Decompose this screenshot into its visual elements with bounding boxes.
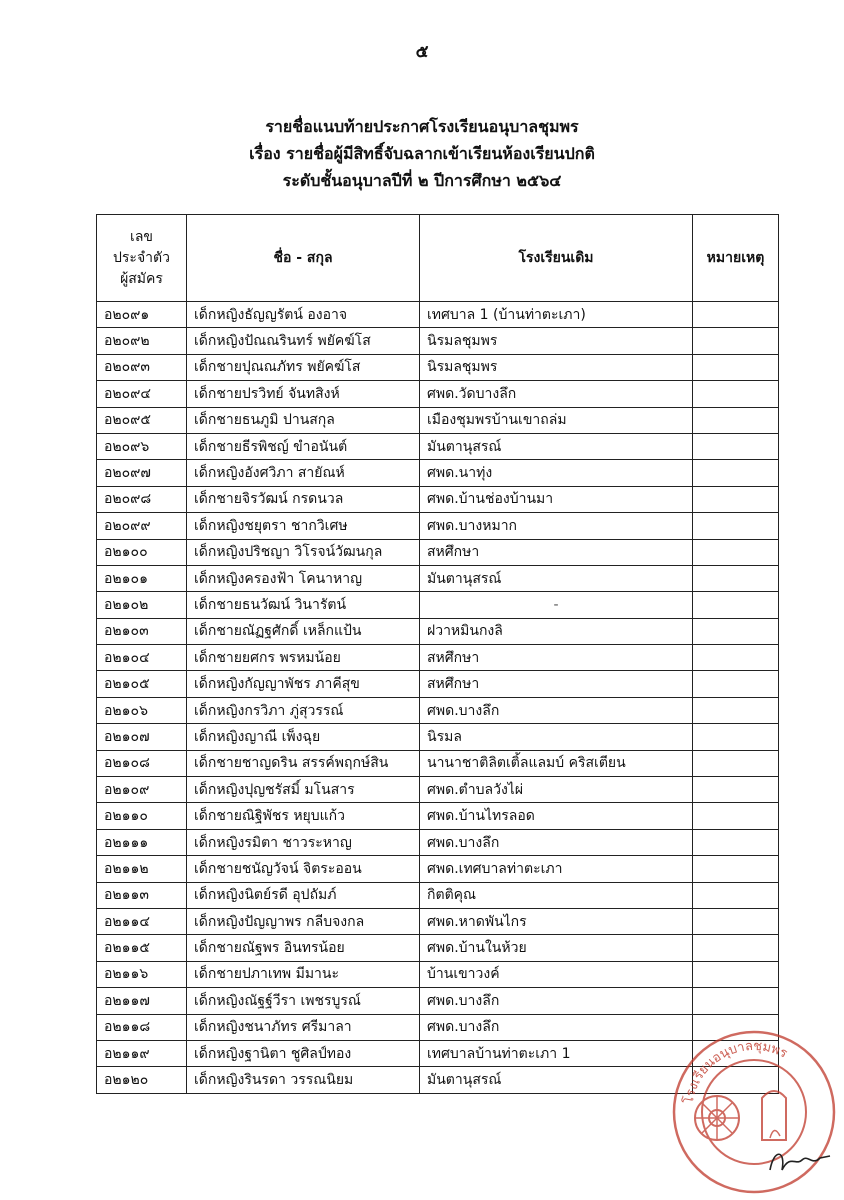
cell-name: เด็กชายธีรพิชญ์ ขำอนันต์ xyxy=(187,433,420,459)
table-row xyxy=(97,645,779,671)
cell-school: เมืองชุมพรบ้านเขาถล่ม xyxy=(420,407,693,433)
cell-name: เด็กหญิงปัณณรินทร์ พยัคฆ์โส xyxy=(187,328,420,354)
cell-remark xyxy=(693,908,779,934)
table-row xyxy=(97,407,779,433)
cell-applicant-id: อ๒๐๙๖ xyxy=(97,433,187,459)
cell-name: เด็กชายธนวัฒน์ วินารัตน์ xyxy=(187,592,420,618)
cell-remark xyxy=(693,565,779,591)
cell-remark xyxy=(693,777,779,803)
seal-text-path: โรงเรียนอนุบาลชุมพร xyxy=(681,1038,790,1105)
cell-applicant-id: อ๒๑๑๔ xyxy=(97,908,187,934)
cell-name: เด็กหญิงธัญญรัตน์ องอาจ xyxy=(187,302,420,328)
cell-name: เด็กหญิงครองฟ้า โคนาหาญ xyxy=(187,565,420,591)
table-row xyxy=(97,777,779,803)
cell-school: นิรมลชุมพร xyxy=(420,328,693,354)
cell-name: เด็กหญิงญาณี เพ็งฉุย xyxy=(187,724,420,750)
cell-remark xyxy=(693,1067,779,1093)
table-header-row xyxy=(97,215,779,302)
cell-name: เด็กชายชนัญวัจน์ จิตระออน xyxy=(187,856,420,882)
col-header-school: โรงเรียนเดิม xyxy=(420,215,693,302)
cell-applicant-id: อ๒๑๑๒ xyxy=(97,856,187,882)
table-body xyxy=(97,302,779,1094)
cell-name: เด็กหญิงปุญชรัสมิ์ มโนสาร xyxy=(187,777,420,803)
table-row xyxy=(97,1067,779,1093)
table-row xyxy=(97,671,779,697)
col-header-id-line-3: ผู้สมัคร xyxy=(120,270,163,287)
cell-applicant-id: อ๒๑๒๐ xyxy=(97,1067,187,1093)
cell-applicant-id: อ๒๑๐๘ xyxy=(97,750,187,776)
cell-applicant-id: อ๒๑๐๑ xyxy=(97,565,187,591)
cell-applicant-id: อ๒๑๐๐ xyxy=(97,539,187,565)
cell-remark xyxy=(693,592,779,618)
col-header-remark: หมายเหตุ xyxy=(693,215,779,302)
table-row xyxy=(97,433,779,459)
cell-name: เด็กชายณัฐพร อินทรน้อย xyxy=(187,935,420,961)
table-row xyxy=(97,354,779,380)
table-row xyxy=(97,460,779,486)
table-row xyxy=(97,565,779,591)
cell-applicant-id: อ๒๐๙๒ xyxy=(97,328,187,354)
col-header-id-line-2: ประจำตัว xyxy=(113,249,170,266)
cell-remark xyxy=(693,961,779,987)
table-row xyxy=(97,961,779,987)
cell-applicant-id: อ๒๑๑๑ xyxy=(97,829,187,855)
cell-applicant-id: อ๒๐๙๑ xyxy=(97,302,187,328)
header-line-2: เรื่อง รายชื่อผู้มีสิทธิ์จับฉลากเข้าเรียนห้องเรียนปกติ xyxy=(249,144,595,163)
table-row xyxy=(97,302,779,328)
table-row xyxy=(97,697,779,723)
cell-remark xyxy=(693,381,779,407)
header-line-3: ระดับชั้นอนุบาลปีที่ ๒ ปีการศึกษา ๒๕๖๔ xyxy=(282,171,562,190)
cell-name: เด็กหญิงชยุตรา ชากวิเศษ xyxy=(187,513,420,539)
table-row xyxy=(97,803,779,829)
cell-applicant-id: อ๒๑๐๓ xyxy=(97,618,187,644)
cell-school: มันตานุสรณ์ xyxy=(420,565,693,591)
cell-applicant-id: อ๒๑๐๒ xyxy=(97,592,187,618)
cell-school: สหศึกษา xyxy=(420,539,693,565)
cell-remark xyxy=(693,988,779,1014)
cell-name: เด็กชายปรวิทย์ จันทสิงห์ xyxy=(187,381,420,407)
cell-school: ศพด.หาดพันไกร xyxy=(420,908,693,934)
col-header-name: ชื่อ - สกุล xyxy=(187,215,420,302)
cell-applicant-id: อ๒๑๑๕ xyxy=(97,935,187,961)
cell-remark xyxy=(693,618,779,644)
cell-school: มันตานุสรณ์ xyxy=(420,1067,693,1093)
cell-name: เด็กหญิงณัฐฐ์วีรา เพชรบูรณ์ xyxy=(187,988,420,1014)
cell-name: เด็กหญิงกัญญาพัชร ภาคีสุข xyxy=(187,671,420,697)
cell-school: ศพด.บ้านช่องบ้านมา xyxy=(420,486,693,512)
cell-school: ศพด.บ้านในห้วย xyxy=(420,935,693,961)
cell-name: เด็กชายณิฐิพัชร หยุบแก้ว xyxy=(187,803,420,829)
cell-school: ศพด.บ้านไทรลอด xyxy=(420,803,693,829)
cell-applicant-id: อ๒๑๐๔ xyxy=(97,645,187,671)
cell-school: ศพด.บางลึก xyxy=(420,1014,693,1040)
cell-applicant-id: อ๒๑๑๗ xyxy=(97,988,187,1014)
table-row xyxy=(97,856,779,882)
cell-name: เด็กหญิงชนาภัทร ศรีมาลา xyxy=(187,1014,420,1040)
cell-school: มันตานุสรณ์ xyxy=(420,433,693,459)
cell-remark xyxy=(693,354,779,380)
cell-remark xyxy=(693,1040,779,1066)
cell-applicant-id: อ๒๑๑๘ xyxy=(97,1014,187,1040)
cell-remark xyxy=(693,407,779,433)
cell-applicant-id: อ๒๑๑๖ xyxy=(97,961,187,987)
cell-name: เด็กชายยศกร พรหมน้อย xyxy=(187,645,420,671)
cell-applicant-id: อ๒๑๐๕ xyxy=(97,671,187,697)
cell-school: เทศบาล 1 (บ้านท่าตะเภา) xyxy=(420,302,693,328)
cell-school: สหศึกษา xyxy=(420,671,693,697)
cell-applicant-id: อ๒๑๑๙ xyxy=(97,1040,187,1066)
table-row xyxy=(97,328,779,354)
signature-scribble xyxy=(770,1154,830,1170)
cell-school: เทศบาลบ้านท่าตะเภา 1 xyxy=(420,1040,693,1066)
table-row xyxy=(97,829,779,855)
cell-school: สหศึกษา xyxy=(420,645,693,671)
cell-school: ศพด.บางหมาก xyxy=(420,513,693,539)
cell-applicant-id: อ๒๐๙๓ xyxy=(97,354,187,380)
cell-remark xyxy=(693,645,779,671)
cell-name: เด็กหญิงรินรดา วรรณนิยม xyxy=(187,1067,420,1093)
table-row xyxy=(97,988,779,1014)
cell-school: ศพด.บางลึก xyxy=(420,697,693,723)
table-row xyxy=(97,750,779,776)
cell-remark xyxy=(693,539,779,565)
cell-school: ศพด.บางลึก xyxy=(420,988,693,1014)
cell-name: เด็กหญิงปริชญา วิโรจน์วัฒนกุล xyxy=(187,539,420,565)
cell-name: เด็กหญิงรมิตา ชาวระหาญ xyxy=(187,829,420,855)
page-number: ๕ xyxy=(415,42,429,62)
cell-name: เด็กชายธนภูมิ ปานสกุล xyxy=(187,407,420,433)
table-row xyxy=(97,592,779,618)
table-row xyxy=(97,618,779,644)
table-row xyxy=(97,513,779,539)
cell-name: เด็กชายปุณณภัทร พยัคฆ์โส xyxy=(187,354,420,380)
cell-applicant-id: อ๒๑๐๗ xyxy=(97,724,187,750)
table-row xyxy=(97,908,779,934)
cell-name: เด็กชายณัฏฐศักดิ์ เหล็กแป้น xyxy=(187,618,420,644)
cell-school: กิตติคุณ xyxy=(420,882,693,908)
table-row xyxy=(97,882,779,908)
table-row xyxy=(97,1014,779,1040)
cell-name: เด็กชายจิรวัฒน์ กรดนวล xyxy=(187,486,420,512)
cell-name: เด็กหญิงฐานิตา ชูศิลป์ทอง xyxy=(187,1040,420,1066)
cell-remark xyxy=(693,513,779,539)
cell-remark xyxy=(693,856,779,882)
table-row xyxy=(97,1040,779,1066)
table-row xyxy=(97,539,779,565)
table-row xyxy=(97,935,779,961)
cell-school: นิรมลชุมพร xyxy=(420,354,693,380)
cell-school: ฝวาหมินกงลิ xyxy=(420,618,693,644)
cell-applicant-id: อ๒๐๙๕ xyxy=(97,407,187,433)
cell-school: ศพด.วัดบางลึก xyxy=(420,381,693,407)
header-line-1: รายชื่อแนบท้ายประกาศโรงเรียนอนุบาลชุมพร xyxy=(265,117,579,136)
cell-school: - xyxy=(420,592,693,618)
cell-remark xyxy=(693,803,779,829)
cell-school: นานาชาติลิตเติ้ลแลมบ์ คริสเตียน xyxy=(420,750,693,776)
cell-applicant-id: อ๒๑๑๓ xyxy=(97,882,187,908)
cell-school: ศพด.บางลึก xyxy=(420,829,693,855)
cell-name: เด็กหญิงปัญญาพร กลีบจงกล xyxy=(187,908,420,934)
cell-remark xyxy=(693,433,779,459)
cell-applicant-id: อ๒๐๙๔ xyxy=(97,381,187,407)
cell-name: เด็กชายปภาเทพ มีมานะ xyxy=(187,961,420,987)
cell-school: นิรมล xyxy=(420,724,693,750)
document-header xyxy=(0,113,844,194)
cell-school: ศพด.เทศบาลท่าตะเภา xyxy=(420,856,693,882)
table-row xyxy=(97,486,779,512)
cell-remark xyxy=(693,882,779,908)
cell-remark xyxy=(693,697,779,723)
col-header-id-line-1: เลข xyxy=(130,228,153,245)
cell-school: ศพด.ตำบลวังไผ่ xyxy=(420,777,693,803)
col-header-id xyxy=(97,215,187,302)
cell-name: เด็กหญิงนิตย์รดี อุปถัมภ์ xyxy=(187,882,420,908)
table-row xyxy=(97,381,779,407)
cell-remark xyxy=(693,750,779,776)
cell-applicant-id: อ๒๑๑๐ xyxy=(97,803,187,829)
cell-name: เด็กหญิงกรวิภา ภู่สุวรรณ์ xyxy=(187,697,420,723)
cell-applicant-id: อ๒๐๙๘ xyxy=(97,486,187,512)
applicant-table xyxy=(96,214,779,1094)
cell-remark xyxy=(693,486,779,512)
cell-applicant-id: อ๒๐๙๙ xyxy=(97,513,187,539)
cell-remark xyxy=(693,935,779,961)
cell-remark xyxy=(693,328,779,354)
cell-remark xyxy=(693,829,779,855)
cell-name: เด็กหญิงอังศวิภา สายัณห์ xyxy=(187,460,420,486)
table-row xyxy=(97,724,779,750)
cell-remark xyxy=(693,460,779,486)
cell-remark xyxy=(693,671,779,697)
cell-remark xyxy=(693,1014,779,1040)
cell-school: ศพด.นาทุ่ง xyxy=(420,460,693,486)
cell-applicant-id: อ๒๑๐๙ xyxy=(97,777,187,803)
cell-school: บ้านเขาวงค์ xyxy=(420,961,693,987)
cell-remark xyxy=(693,302,779,328)
cell-remark xyxy=(693,724,779,750)
cell-applicant-id: อ๒๑๐๖ xyxy=(97,697,187,723)
cell-name: เด็กชายชาญดริน สรรค์พฤกษ์สิน xyxy=(187,750,420,776)
cell-applicant-id: อ๒๐๙๗ xyxy=(97,460,187,486)
